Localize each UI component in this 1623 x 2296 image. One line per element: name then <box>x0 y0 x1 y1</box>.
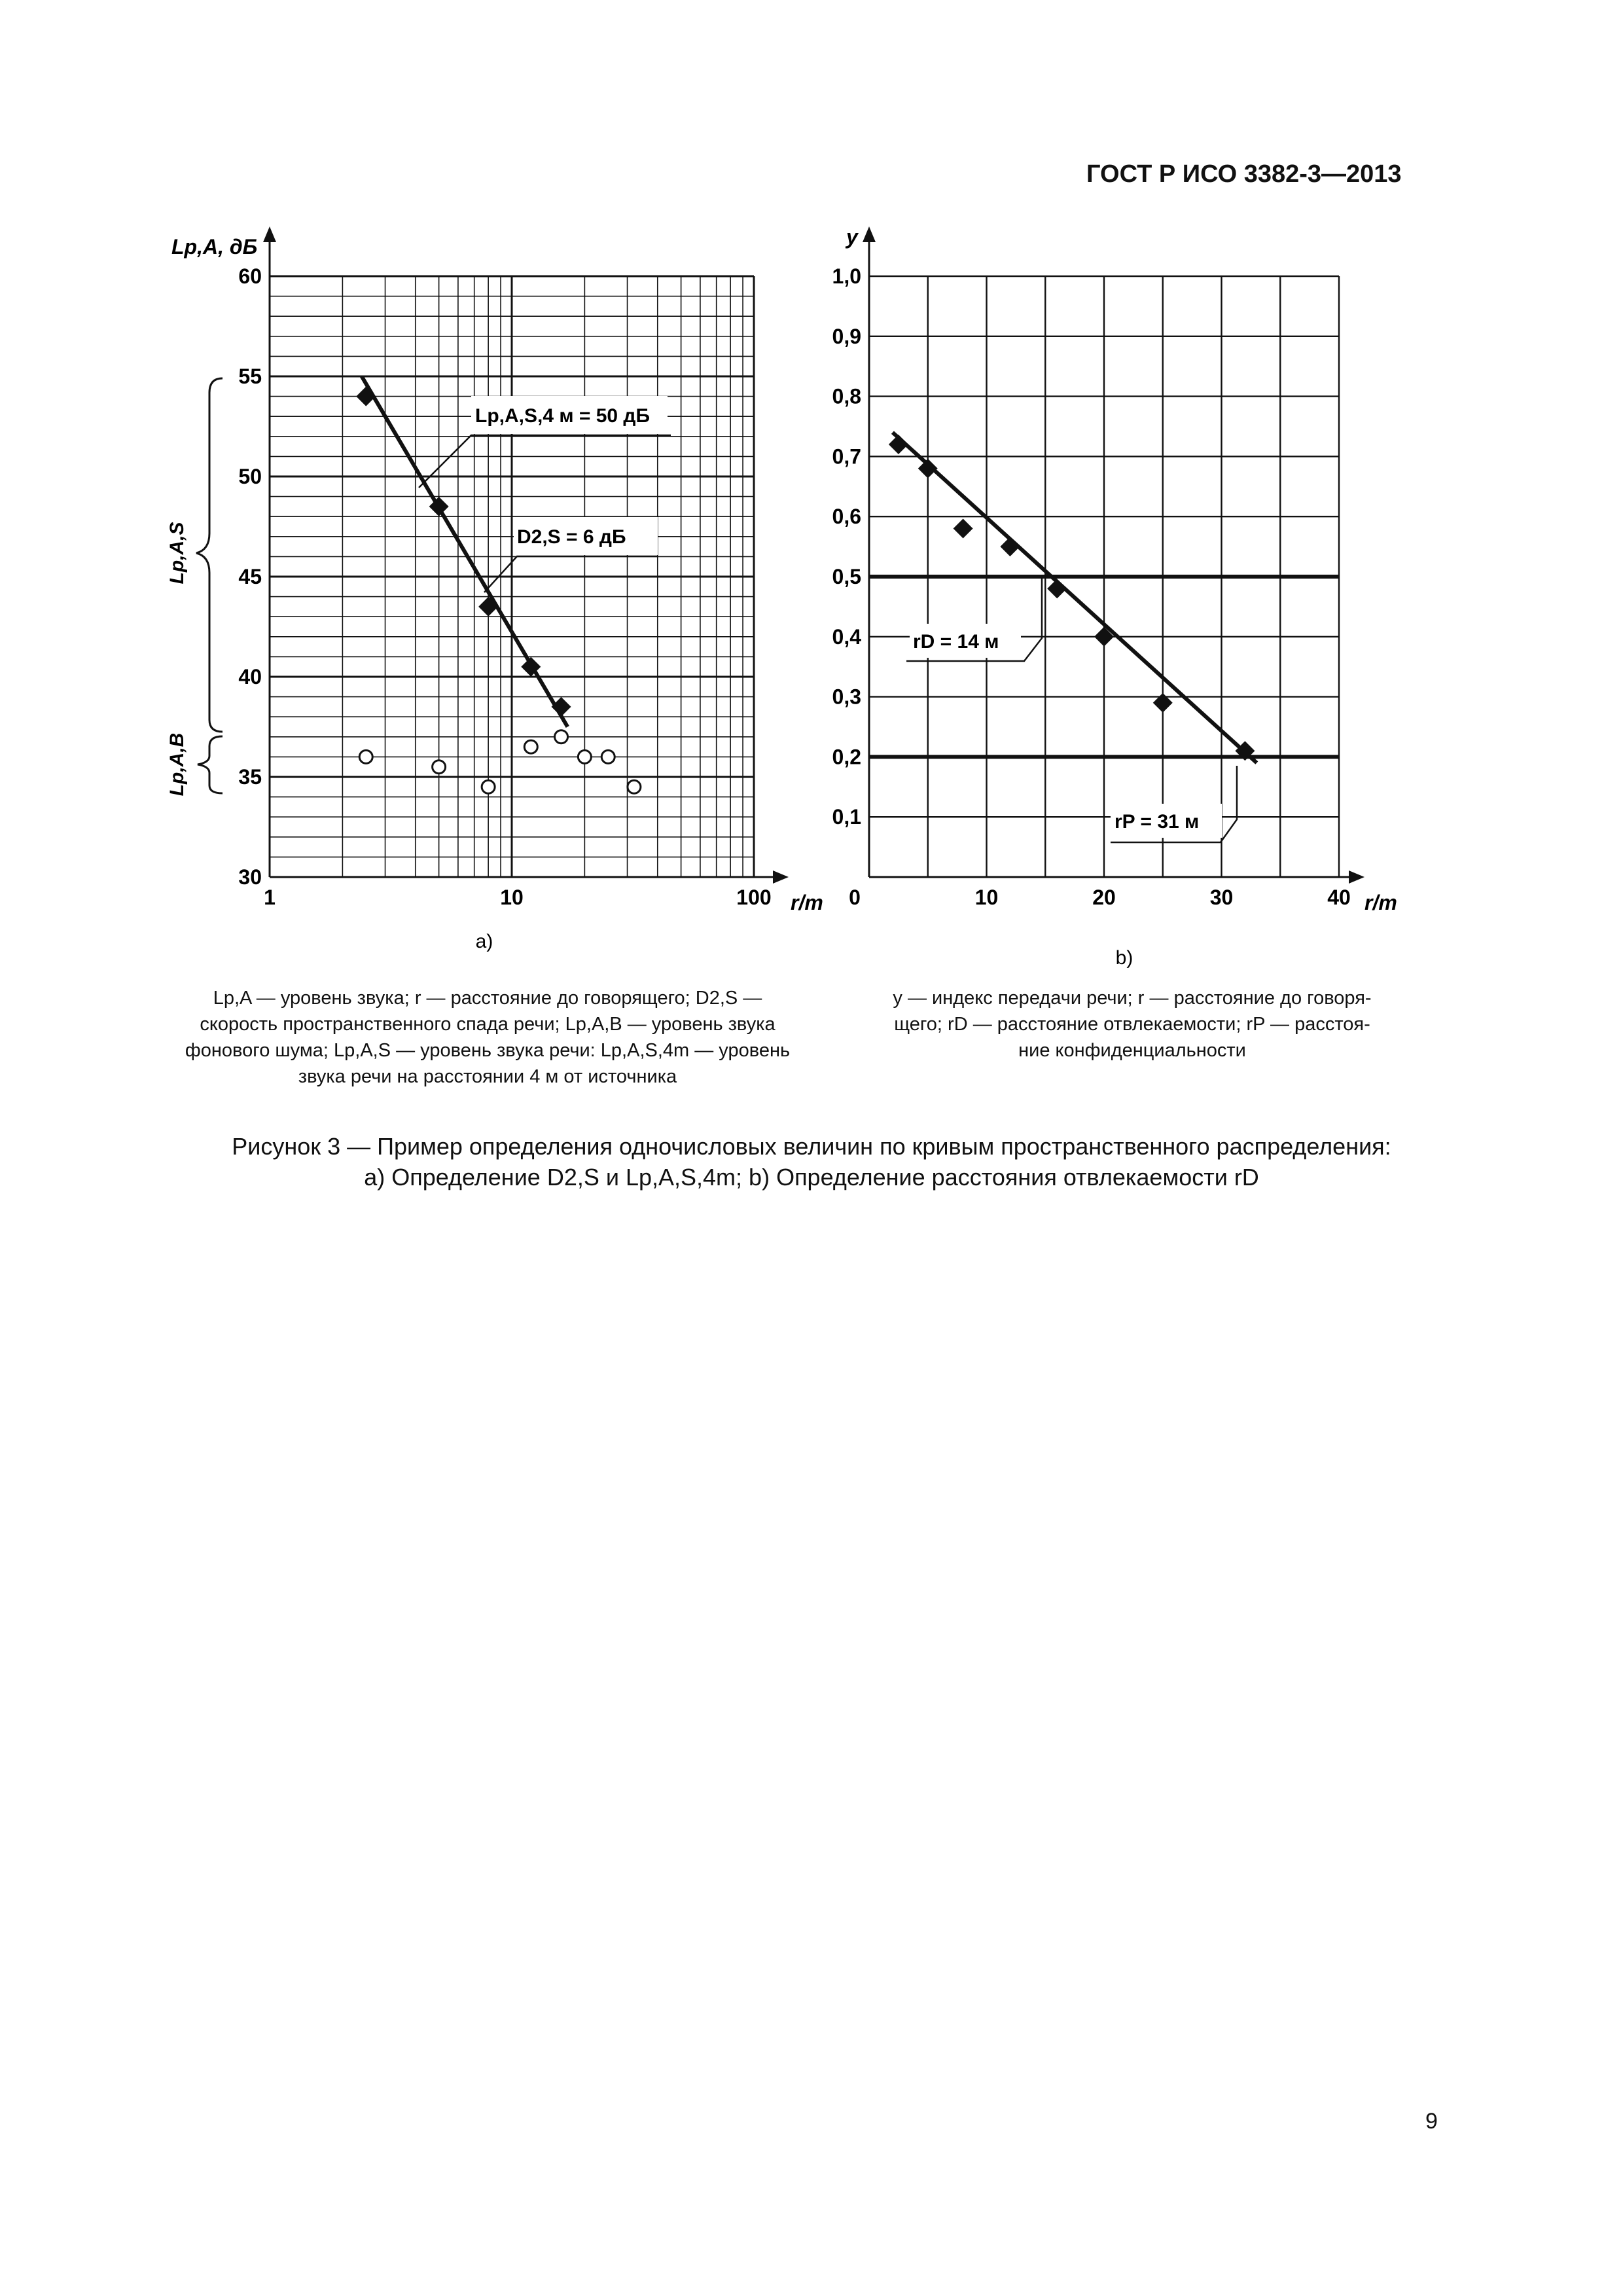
data-point-sti <box>889 435 908 454</box>
legend-a-line: фонового шума; Lp,A,S — уровень звука речи: Lp,A,S,4m — уровень <box>185 1040 791 1061</box>
y-tick-label: 60 <box>238 264 262 288</box>
x-tick-label: 40 <box>1327 886 1351 909</box>
legend-a <box>157 985 818 1090</box>
data-point-sti <box>1000 537 1020 556</box>
data-point-background <box>578 750 591 763</box>
brace-background <box>198 736 223 793</box>
x-axis-arrow <box>1349 870 1364 884</box>
x-tick-label: 100 <box>736 886 772 909</box>
x-tick-label: 10 <box>974 886 999 909</box>
chart-b-y-axis-label: y <box>846 225 858 249</box>
legend-a-line: Lp,A — уровень звука; r — расстояние до говорящего; D2,S — <box>213 988 762 1009</box>
y-tick-label: 40 <box>238 665 262 689</box>
x-axis-arrow <box>773 870 789 884</box>
data-point-sti <box>954 519 973 539</box>
y-tick-label: 0,7 <box>832 444 861 469</box>
y-tick-label: 0,8 <box>832 384 861 408</box>
x-tick-label: 0 <box>849 886 861 909</box>
annotation-rp: rP = 31 м <box>1115 811 1200 833</box>
chart-a-x-axis-label: r/m <box>791 891 823 914</box>
annotation-decay-leader <box>484 556 658 592</box>
y-axis-arrow <box>263 226 276 242</box>
annotation-level-leader <box>419 435 671 488</box>
data-point-background <box>433 761 446 774</box>
figure-caption <box>118 1131 1505 1193</box>
y-tick-label: 0,5 <box>832 565 861 588</box>
data-point-sti <box>1047 579 1067 598</box>
y-tick-label: 30 <box>238 865 262 889</box>
chart-b <box>832 226 1364 909</box>
data-point-background <box>555 730 568 744</box>
y-tick-label: 0,6 <box>832 505 861 529</box>
legend-b-line: щего; rD — расстояние отвлекаемости; rP — расстоя- <box>894 1014 1370 1035</box>
chart-b-panel-label: b) <box>1115 947 1133 969</box>
figures-svg <box>0 0 1623 982</box>
data-point-background <box>359 750 372 763</box>
chart-a <box>238 226 789 909</box>
x-tick-label: 20 <box>1092 886 1116 909</box>
data-point-background <box>482 780 495 793</box>
x-tick-label: 1 <box>264 886 276 909</box>
y-tick-label: 0,3 <box>832 685 861 709</box>
legend-b <box>847 985 1417 1064</box>
y-tick-label: 35 <box>238 765 262 789</box>
y-tick-label: 1,0 <box>832 264 861 288</box>
chart-a-y-axis-label: Lp,A, дБ <box>171 235 258 259</box>
fit-line <box>893 433 1257 763</box>
y-axis-arrow <box>863 226 876 242</box>
data-point-background <box>601 750 615 763</box>
y-tick-label: 55 <box>238 365 262 388</box>
data-point-background <box>628 780 641 793</box>
caption-line-2: а) Определение D2,S и Lp,A,S,4m; b) Определение расстояния отвлекаемости rD <box>364 1164 1259 1191</box>
y-tick-label: 45 <box>238 565 262 588</box>
x-tick-label: 30 <box>1209 886 1234 909</box>
chart-a-panel-label: a) <box>475 931 493 952</box>
y-tick-label: 50 <box>238 465 262 488</box>
legend-a-line: скорость пространственного спада речи; Lp,A,B — уровень звука <box>200 1014 776 1035</box>
data-point-speech <box>552 697 571 717</box>
data-point-sti <box>918 459 938 478</box>
y-tick-label: 0,9 <box>832 324 861 348</box>
annotation-level: Lp,A,S,4 м = 50 дБ <box>475 405 651 427</box>
legend-a-line: звука речи на расстоянии 4 м от источника <box>298 1066 677 1087</box>
page-number: 9 <box>1425 2109 1438 2134</box>
annotation-decay: D2,S = 6 дБ <box>517 526 626 548</box>
y-tick-label: 0,4 <box>832 624 861 649</box>
legend-b-line: y — индекс передачи речи; r — расстояние до говоря- <box>893 988 1372 1009</box>
data-point-background <box>524 740 537 753</box>
data-point-sti <box>1153 693 1173 713</box>
x-tick-label: 10 <box>500 886 524 909</box>
brace-speech-label: Lp,A,S <box>166 522 188 584</box>
y-tick-label: 0,1 <box>832 805 861 829</box>
brace-background-label: Lp,A,B <box>166 732 188 797</box>
chart-b-x-axis-label: r/m <box>1364 891 1397 914</box>
document-header: ГОСТ Р ИСО 3382-3—2013 <box>1086 160 1402 188</box>
data-point-speech <box>356 387 376 406</box>
caption-line-1: Рисунок 3 — Пример определения одночисловых величин по кривым пространственного распределения: <box>232 1133 1391 1160</box>
y-tick-label: 0,2 <box>832 745 861 769</box>
brace-speech <box>196 378 223 732</box>
legend-b-line: ние конфиденциальности <box>1018 1040 1246 1061</box>
annotation-rd: rD = 14 м <box>913 631 999 653</box>
